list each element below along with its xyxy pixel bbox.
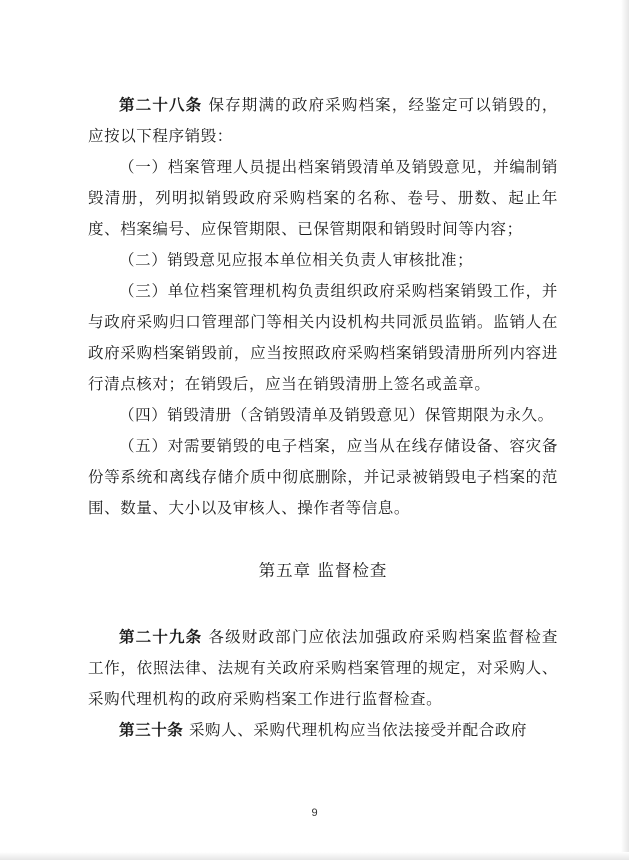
article-30-text: 采购人、采购代理机构应当依法接受并配合政府 (188, 721, 528, 739)
article-28-item-3: （三）单位档案管理机构负责组织政府采购档案销毁工作，并与政府采购归口管理部门等相关内设机构共同派员监销。监销人在政府采购档案销毁前，应当按照政府采购档案销毁清册所列内容进行清点核对；在销毁后，应当在销毁清册上签名或盖章。 (88, 282, 558, 393)
article-29-title: 第二十九条 (119, 628, 203, 646)
article-28-item-2: （二）销毁意见应报本单位相关负责人审核批准； (119, 251, 474, 269)
article-28-title: 第二十八条 (119, 96, 203, 114)
page-edge-shadow-bottom (0, 852, 629, 860)
article-29-text: 各级财政部门应依法加强政府采购档案监督检查工作，依照法律、法规有关政府采购档案管理的规定，对采购人、采购代理机构的政府采购档案工作进行监督检查。 (88, 628, 558, 708)
article-28-item-5: （五）对需要销毁的电子档案，应当从在线存储设备、容灾备份等系统和离线存储介质中彻底删除，并记录被销毁电子档案的范围、数量、大小以及审核人、操作者等信息。 (88, 437, 558, 517)
article-28-text: 保存期满的政府采购档案，经鉴定可以销毁的，应按以下程序销毁： (88, 96, 558, 145)
page-edge-shadow-right (621, 0, 629, 860)
page-number: 9 (311, 807, 318, 819)
article-28-item-1: （一）档案管理人员提出档案销毁清单及销毁意见，并编制销毁清册，列明拟销毁政府采购档案的名称、卷号、册数、起止年度、档案编号、应保管期限、已保管期限和销毁时间等内容； (88, 158, 558, 238)
chapter-heading: 第五章 监督检查 (258, 561, 388, 580)
article-28-intro (88, 90, 558, 152)
page-content (88, 90, 558, 746)
article-29 (88, 622, 558, 715)
article-28-item-4: （四）销毁清册（含销毁清单及销毁意见）保管期限为永久。 (119, 406, 554, 424)
article-30 (88, 715, 558, 746)
article-30-title: 第三十条 (119, 721, 184, 739)
